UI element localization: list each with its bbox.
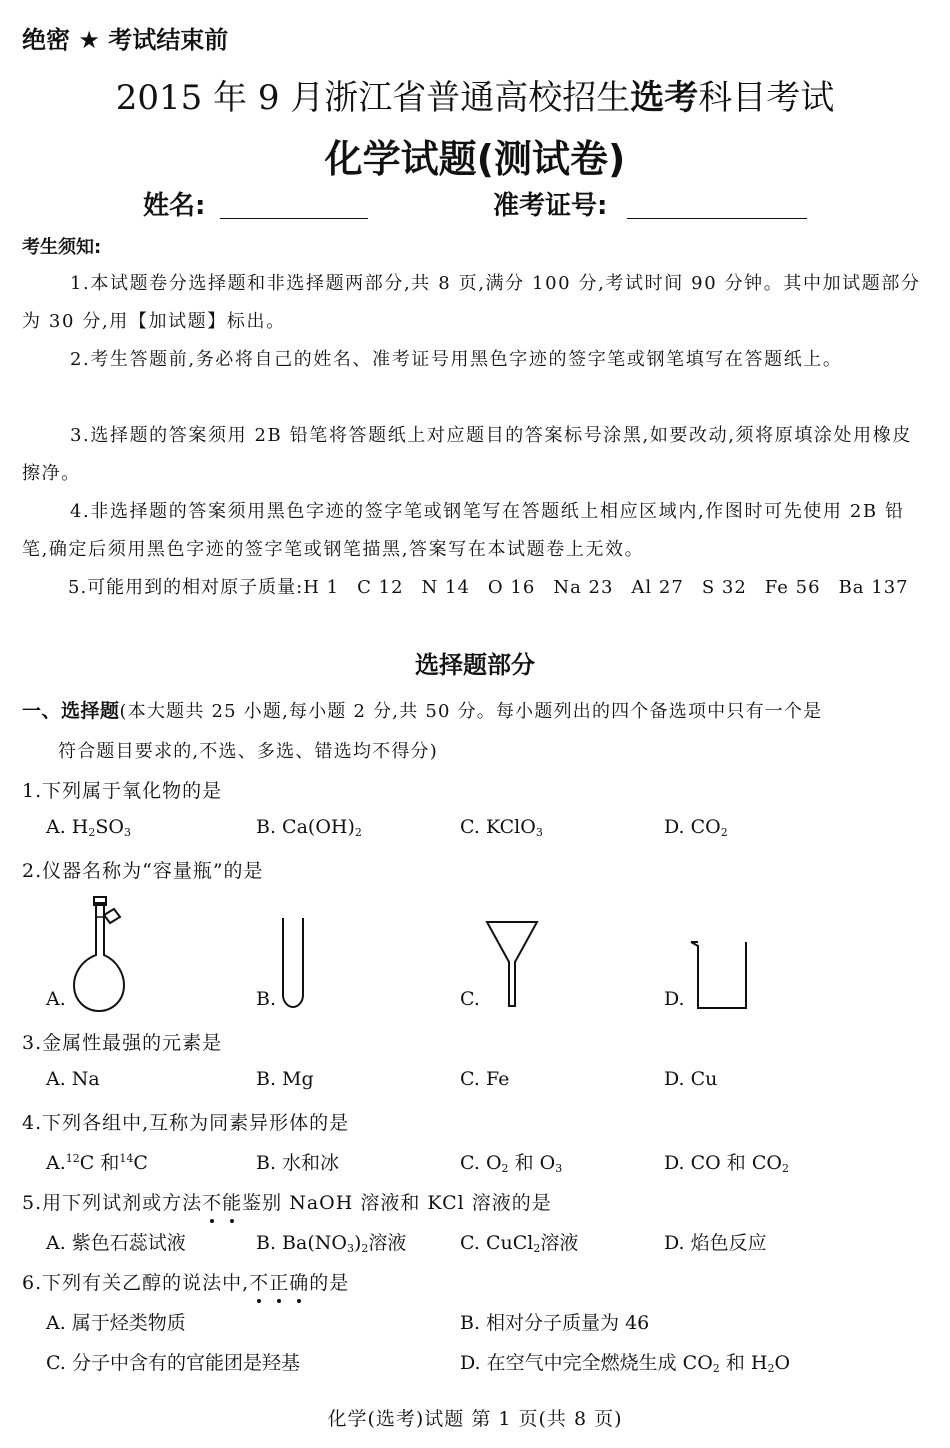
atomic-mass: Ba 137 bbox=[838, 577, 909, 598]
question-3-stem: 3.金属性最强的元素是 bbox=[22, 1032, 223, 1054]
funnel-icon bbox=[484, 918, 540, 1010]
question-4-stem: 4.下列各组中,互称为同素异形体的是 bbox=[22, 1112, 350, 1134]
question-6-option-a[interactable]: A. 属于烃类物质 bbox=[46, 1312, 186, 1334]
atomic-mass: C 12 bbox=[357, 577, 404, 598]
question-6-option-b[interactable]: B. 相对分子质量为 46 bbox=[460, 1312, 650, 1334]
atomic-mass: H 1 bbox=[303, 577, 340, 598]
volumetric-flask-icon bbox=[70, 895, 130, 1015]
question-6-stem: 6.下列有关乙醇的说法中,不正确的是 bbox=[22, 1268, 349, 1295]
question-6-option-c[interactable]: C. 分子中含有的官能团是羟基 bbox=[46, 1352, 300, 1374]
question-3-option-c[interactable]: C. Fe bbox=[460, 1068, 510, 1090]
part-label: 一、选择题 bbox=[22, 700, 120, 722]
title-prefix: 2015 年 9 月浙江省普通高校招生 bbox=[115, 78, 631, 118]
question-5-option-b[interactable]: B. $Ba(NO_3)_2$溶液 bbox=[256, 1232, 407, 1255]
notice-item bbox=[22, 417, 930, 493]
question-6-option-d[interactable]: D. 在空气中完全燃烧生成 $CO_2$ 和 $H_2O$ bbox=[460, 1352, 791, 1375]
question-4-option-c[interactable]: C. $O_2$ 和 $O_3$ bbox=[460, 1152, 563, 1175]
notice-item bbox=[22, 341, 930, 379]
part-desc-1: (本大题共 25 小题,每小题 2 分,共 50 分。每小题列出的四个备选项中只有一个是 bbox=[119, 701, 823, 722]
notice-item-text: 2.考生答题前,务必将自己的姓名、准考证号用黑色字迹的签字笔或钢笔填写在答题纸上。 bbox=[70, 349, 843, 370]
name-label: 姓名: bbox=[143, 191, 206, 221]
question-2-stem: 2.仪器名称为“容量瓶”的是 bbox=[22, 860, 264, 882]
notice-item bbox=[22, 265, 930, 341]
question-5-option-c[interactable]: C. CuCl$_2$溶液 bbox=[460, 1232, 579, 1255]
question-1-option-d[interactable]: D. $CO_2$ bbox=[664, 816, 728, 839]
title-suffix: 科目考试 bbox=[698, 78, 835, 118]
question-1-option-c[interactable]: C. KClO$_3$ bbox=[460, 816, 543, 839]
notice-item-text: 1.本试题卷分选择题和非选择题两部分,共 8 页,满分 100 分,考试时间 90 分钟。其中加试题部分为 30 分,用【加试题】标出。 bbox=[22, 273, 921, 332]
name-blank[interactable] bbox=[220, 218, 368, 219]
question-1-stem: 1.下列属于氧化物的是 bbox=[22, 780, 223, 802]
notice-item-text: 4.非选择题的答案须用黑色字迹的签字笔或钢笔写在答题纸上相应区域内,作图时可先使用 2B 铅笔,确定后须用黑色字迹的签字笔或钢笔描黑,答案写在本试题卷上无效。 bbox=[22, 501, 905, 560]
atomic-mass: Fe 56 bbox=[764, 577, 821, 598]
beaker-icon bbox=[688, 938, 752, 1012]
atomic-mass: Al 27 bbox=[631, 577, 684, 598]
question-3-option-a[interactable]: A. Na bbox=[46, 1068, 100, 1090]
question-2-option-b[interactable]: B. bbox=[256, 988, 277, 1010]
notice-item bbox=[22, 493, 930, 569]
question-5-option-d[interactable]: D. 焰色反应 bbox=[664, 1232, 767, 1254]
title-emphasis: 选考 bbox=[630, 78, 699, 118]
question-5-stem: 5.用下列试剂或方法不能鉴别 NaOH 溶液和 KCl 溶液的是 bbox=[22, 1188, 552, 1215]
confidential-label: 绝密 ★ 考试结束前 bbox=[22, 26, 229, 54]
question-3-option-b[interactable]: B. Mg bbox=[256, 1068, 314, 1090]
exam-subtitle: 化学试题(测试卷) bbox=[324, 137, 626, 181]
exam-id-label: 准考证号: bbox=[493, 191, 608, 221]
part-instructions bbox=[22, 691, 930, 772]
question-3-option-d[interactable]: D. Cu bbox=[664, 1068, 718, 1090]
notice-title: 考生须知: bbox=[22, 237, 102, 258]
atomic-mass: Na 23 bbox=[553, 577, 614, 598]
part-desc-2: 符合题目要求的,不选、多选、错选均不得分) bbox=[58, 741, 438, 762]
atomic-mass: O 16 bbox=[487, 577, 536, 598]
test-tube-icon bbox=[278, 915, 308, 1010]
exam-id-blank[interactable] bbox=[627, 218, 807, 219]
question-2-option-d[interactable]: D. bbox=[664, 988, 685, 1010]
atomic-mass: S 32 bbox=[701, 577, 747, 598]
notice-item-text: 3.选择题的答案须用 2B 铅笔将答题纸上对应题目的答案标号涂黑,如要改动,须将原填涂处用橡皮擦净。 bbox=[22, 425, 912, 484]
atomic-masses bbox=[68, 569, 909, 607]
question-4-option-b[interactable]: B. 水和冰 bbox=[256, 1152, 340, 1174]
question-4-option-a[interactable]: A.$^{12}$C 和$^{14}$C bbox=[46, 1152, 148, 1174]
section-title: 选择题部分 bbox=[415, 651, 535, 679]
atomic-mass: N 14 bbox=[421, 577, 470, 598]
question-1-option-b[interactable]: B. $Ca(OH)_2$ bbox=[256, 816, 362, 839]
question-4-option-d[interactable]: D. CO 和 $CO_2$ bbox=[664, 1152, 789, 1175]
question-1-option-a[interactable]: A. $H_2SO_3$ bbox=[46, 816, 131, 839]
page-footer: 化学(选考)试题 第 1 页(共 8 页) bbox=[327, 1408, 623, 1430]
question-2-option-c[interactable]: C. bbox=[460, 988, 480, 1010]
question-5-option-a[interactable]: A. 紫色石蕊试液 bbox=[46, 1232, 186, 1254]
question-2-option-a[interactable]: A. bbox=[46, 988, 66, 1010]
atomic-masses-label: 5.可能用到的相对原子质量: bbox=[68, 577, 304, 598]
exam-title bbox=[0, 70, 950, 119]
